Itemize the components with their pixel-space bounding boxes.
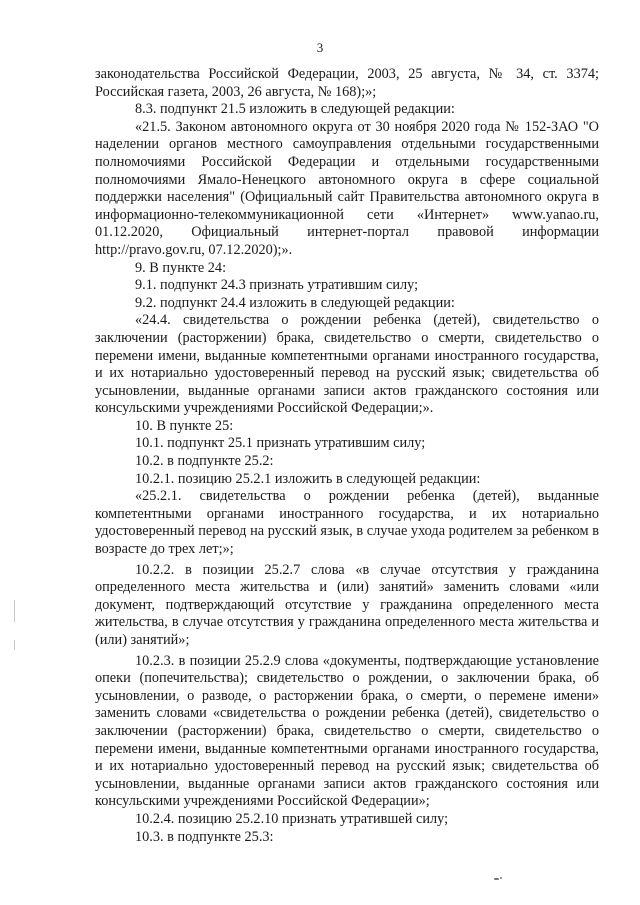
paragraph: «25.2.1. свидетельства о рождении ребенка (детей), выданные компетентными органами иностранного государства, и их нотариально удостоверенный перевод на русский язык, в случае ухода родителем за ребенком в возрасте до трех лет;»; xyxy=(95,488,599,558)
scan-margin-mark xyxy=(14,600,15,622)
paragraph: 10.3. в подпункте 25.3: xyxy=(135,828,274,845)
scan-margin-mark xyxy=(14,640,15,650)
paragraph: 10.2.2. в позиции 25.2.7 слова «в случае отсутствия у гражданина определенного места жительства и (или) занятий» заменить словами «или документ, подтверждающий отсутствие у гражданина определенного места жительства, в случае отсутствия у гражданина определенного места жительства и (или) занятий»; xyxy=(95,561,599,648)
paragraph: «24.4. свидетельства о рождении ребенка (детей), свидетельство о заключении (расторжении) брака, свидетельство о смерти, свидетельство о перемени имени, выданные компетентными органами иностранного государства, и их нотариально удостоверенный перевод на русский язык; свидетельства об усыновлении, выданные органами записи актов гражданского состояния или консульскими учреждениями Российской Федерации;». xyxy=(95,312,599,417)
paragraph: 10. В пункте 25: xyxy=(135,417,234,434)
paragraph: 9.1. подпункт 24.3 признать утратившим силу; xyxy=(135,277,419,294)
paragraph: 10.2.4. позицию 25.2.10 признать утратившей силу; xyxy=(135,810,449,827)
paragraph: «21.5. Законом автономного округа от 30 ноября 2020 года № 152-ЗАО "О наделении органов местного самоуправления отдельными государственными полномочиями Российской Федерации и отдельными государственными полномочиями Ямало-Ненецкого автономного округа в сфере социальной поддержки населения" (Официальный сайт Правительства автономного округа в информационно-телекоммуникационной сети «Интернет» www.yanao.ru, 01.12.2020, Официальный интернет-портал правовой информации http://pravo.gov.ru, 07.12.2020);». xyxy=(95,118,599,258)
paragraph: 9.2. подпункт 24.4 изложить в следующей редакции: xyxy=(135,294,455,311)
paragraph: 10.2.1. позицию 25.2.1 изложить в следующей редакции: xyxy=(135,470,481,487)
paragraph: 8.3. подпункт 21.5 изложить в следующей редакции: xyxy=(135,101,455,118)
paragraph: законодательства Российской Федерации, 2003, 25 августа, № 34, ст. 3374; Российская газета, 2003, 26 августа, № 168);»; xyxy=(95,66,599,100)
paragraph: 10.2.3. в позиции 25.2.9 слова «документы, подтверждающие установление опеки (попечительства); свидетельство о рождении, о заключении брака, об усыновлении, о разводе, о расторжении брака, о смерти, о перемене имени» заменить словами «свидетельства о рождении ребенка (детей), свидетельство о заключении (расторжении) брака, свидетельство о смерти, свидетельство о перемени имени, выданные компетентными органами иностранного государства, и их нотариально удостоверенный перевод на русский язык; свидетельства об усыновлении, выданные органами записи актов гражданского состояния или консульскими учреждениями Российской Федерации»; xyxy=(95,652,599,810)
paragraph: 10.1. подпункт 25.1 признать утратившим силу; xyxy=(135,435,426,452)
document-body xyxy=(95,66,599,846)
page-number: 3 xyxy=(316,40,324,55)
scan-speck xyxy=(500,877,502,879)
paragraph: 9. В пункте 24: xyxy=(135,259,227,276)
scan-speck xyxy=(494,878,499,880)
paragraph: 10.2. в подпункте 25.2: xyxy=(135,453,274,470)
